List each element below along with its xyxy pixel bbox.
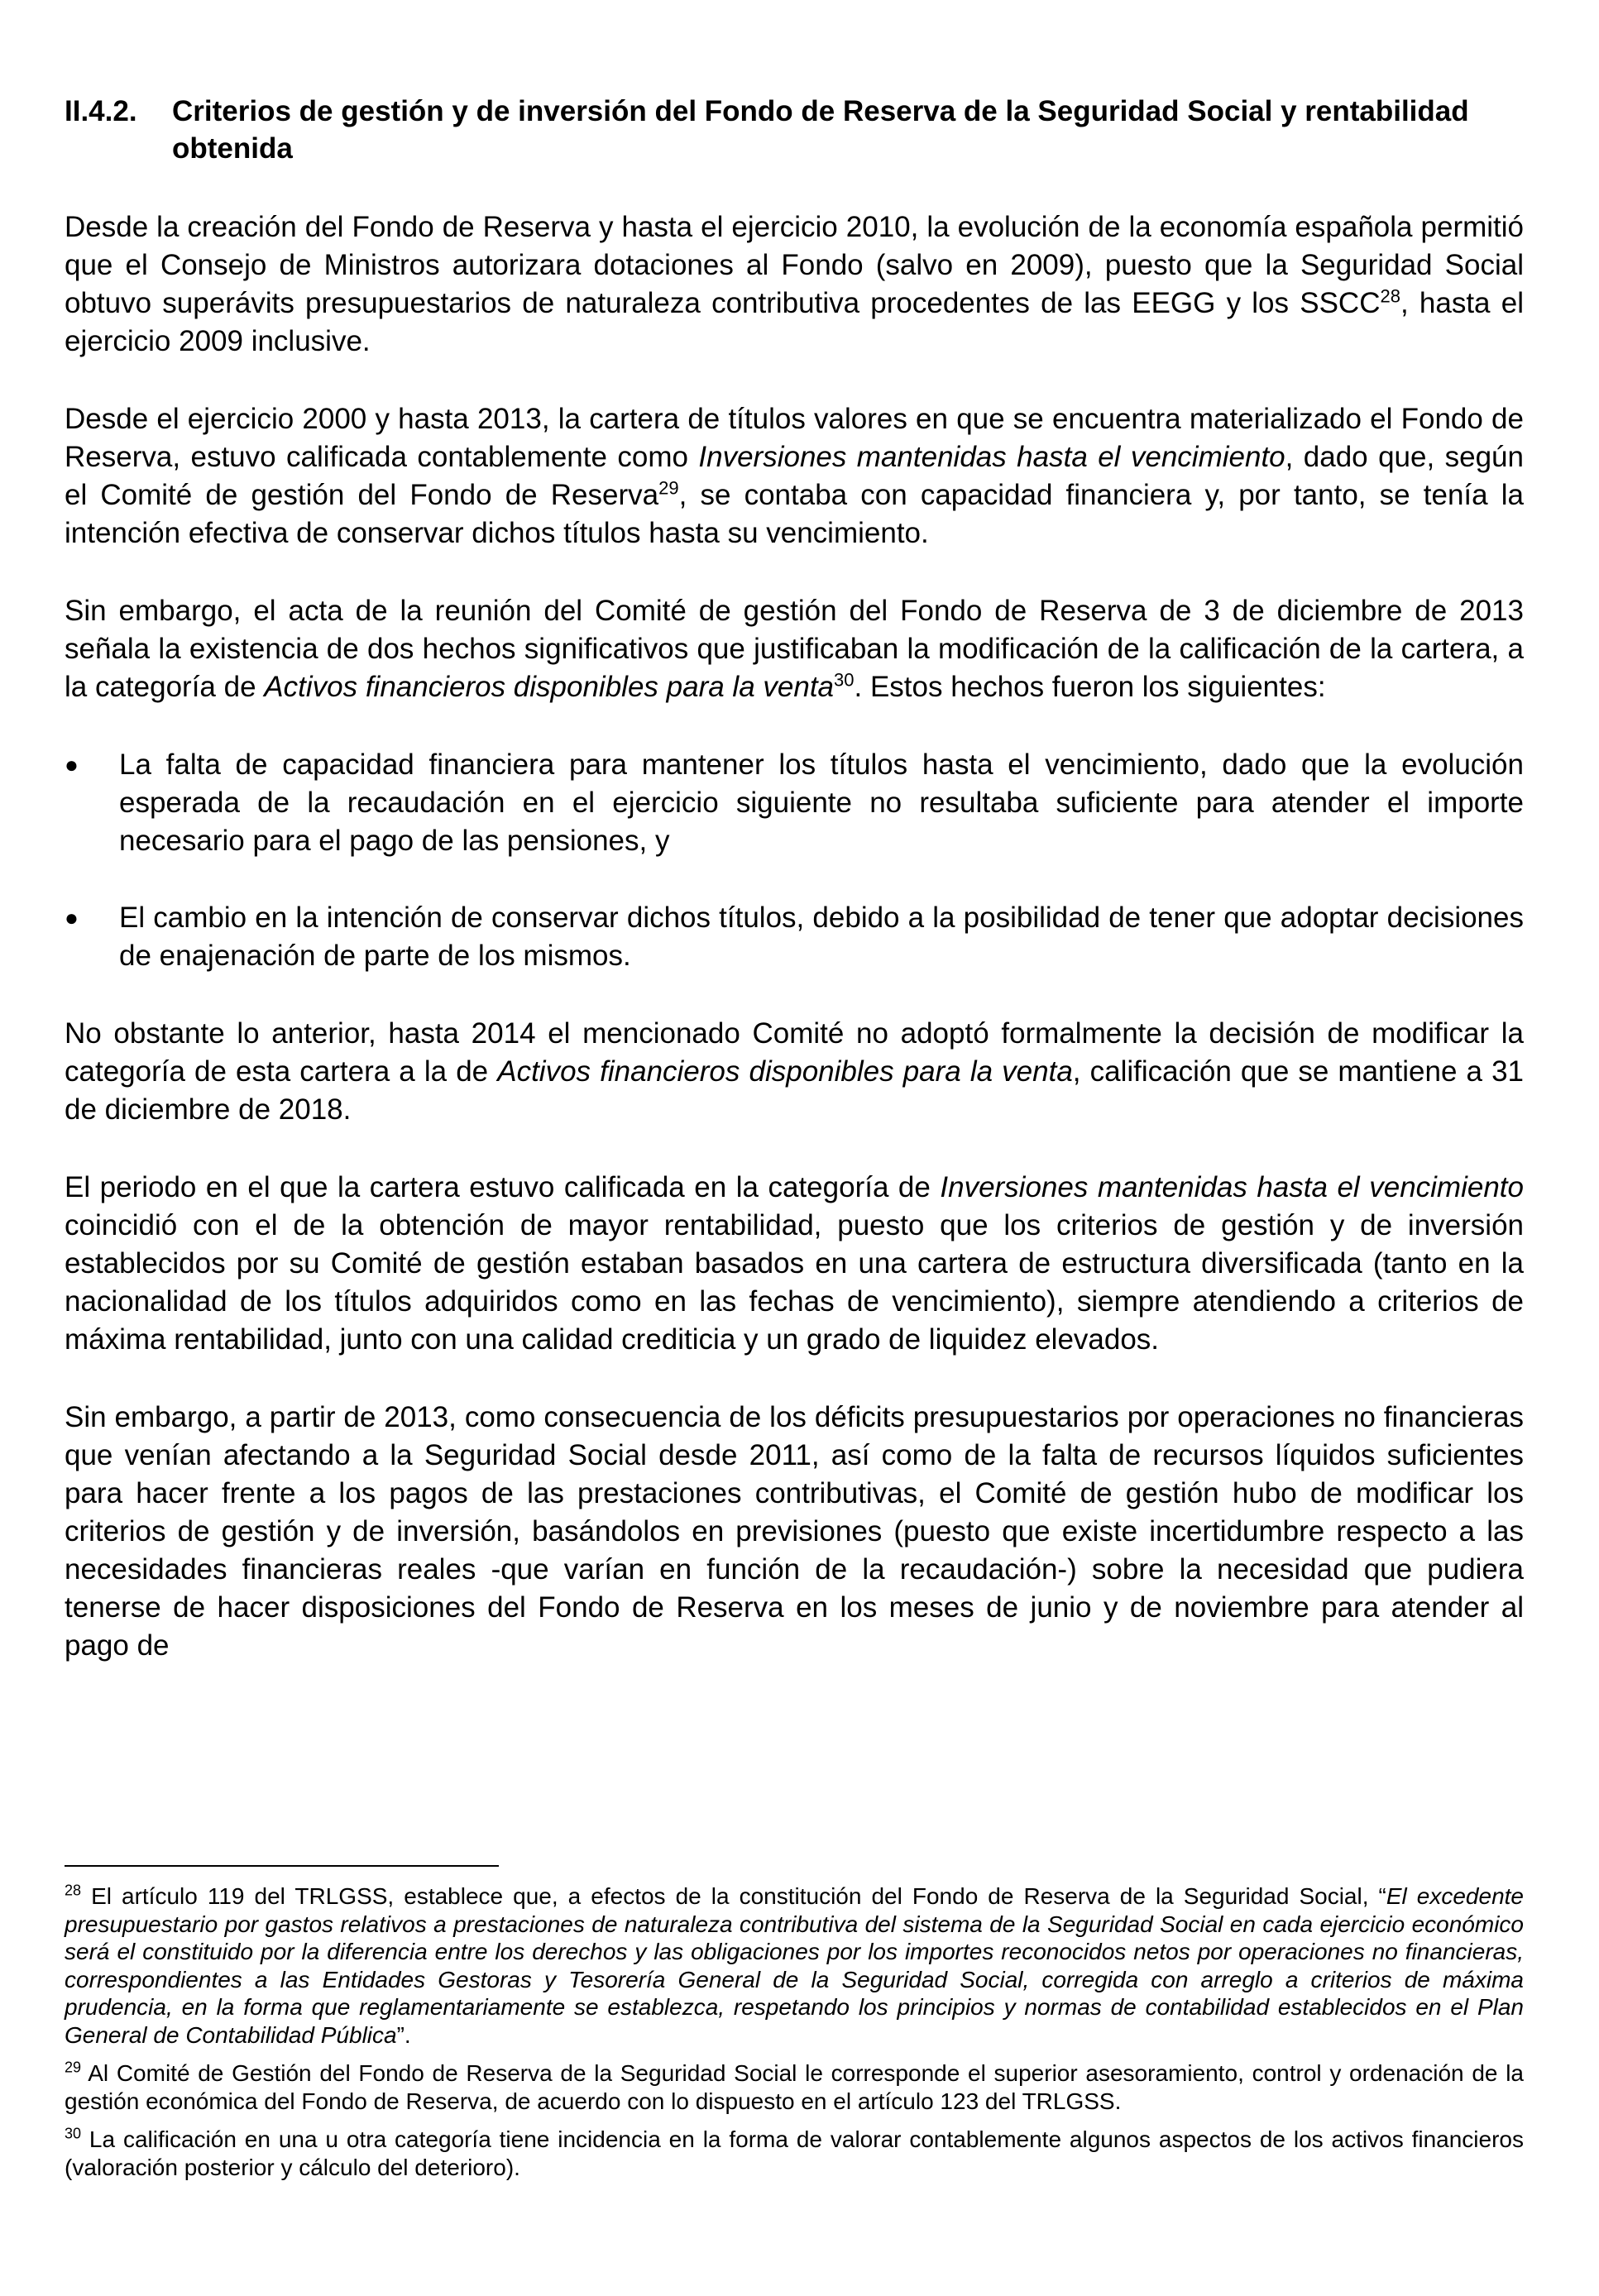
paragraph-5-italic: Inversiones mantenidas hasta el vencimiento bbox=[940, 1171, 1524, 1203]
paragraph-3-text-end: . Estos hechos fueron los siguientes: bbox=[854, 671, 1326, 703]
section-heading bbox=[65, 93, 1524, 167]
footnote-ref-30: 30 bbox=[834, 669, 855, 691]
bullet-dot-icon: ● bbox=[65, 905, 79, 930]
paragraph-2-text-end: , se contaba con capacidad financiera y, por tanto, se tenía la intención efectiva de conservar dichos títulos hasta su vencimiento. bbox=[65, 479, 1524, 549]
list-item bbox=[65, 899, 1524, 975]
footnote-number: 30 bbox=[65, 2125, 82, 2142]
paragraph-1-text-end: , hasta el ejercicio 2009 inclusive. bbox=[65, 287, 1524, 357]
paragraph-2 bbox=[65, 400, 1524, 552]
list-item-text: El cambio en la intención de conservar dichos títulos, debido a la posibilidad de tener que adoptar decisiones de enajenación de parte de los mismos. bbox=[119, 902, 1524, 972]
paragraph-5 bbox=[65, 1169, 1524, 1359]
section-title: Criterios de gestión y de inversión del Fondo de Reserva de la Seguridad Social y rentabilidad obtenida bbox=[172, 95, 1469, 165]
footnote-28-quote: El excedente presupuestario por gastos relativos a prestaciones de naturaleza contributiva del sistema de la Seguridad Social en cada ejercicio económico será el constituido por la diferencia entre los derechos y las obligaciones por los importes reconocidos netos por operaciones no financieras, correspondientes a las Entidades Gestoras y Tesorería General de la Seguridad Social, corregida con arreglo a criterios de máxima prudencia, en la forma que reglamentariamente se establezca, respetando los principios y normas de contabilidad establecidos en el Plan General de Contabilidad Pública bbox=[65, 1883, 1525, 2048]
paragraph-6 bbox=[65, 1399, 1524, 1665]
paragraph-4-italic: Activos financieros disponibles para la venta bbox=[497, 1055, 1073, 1088]
footnote-number: 29 bbox=[65, 2059, 82, 2076]
bullet-dot-icon: ● bbox=[65, 752, 79, 777]
paragraph-1 bbox=[65, 208, 1524, 361]
paragraph-3-italic: Activos financieros disponibles para la venta bbox=[264, 671, 835, 703]
footnote-ref-28: 28 bbox=[1380, 285, 1400, 307]
list-item-text: La falta de capacidad financiera para mantener los títulos hasta el vencimiento, dado que la evolución esperada de la recaudación en el ejercicio siguiente no resultaba suficiente para atender el importe necesario para el pago de las pensiones, y bbox=[119, 749, 1524, 857]
footnote-ref-29: 29 bbox=[658, 477, 679, 499]
paragraph-4 bbox=[65, 1015, 1524, 1129]
paragraph-5-text-end: coincidió con el de la obtención de mayor rentabilidad, puesto que los criterios de gestión y de inversión establecidos por su Comité de gestión estaban basados en una cartera de estructura diversificada (tanto en la nacionalidad de los títulos adquiridos como en las fechas de vencimiento), siempre atendiendo a criterios de máxima rentabilidad, junto con una calidad crediticia y un grado de liquidez elevados. bbox=[65, 1209, 1524, 1356]
section-number: II.4.2. bbox=[65, 95, 137, 127]
footnote-divider bbox=[65, 1865, 499, 1867]
paragraph-2-italic: Inversiones mantenidas hasta el vencimiento bbox=[698, 441, 1285, 473]
paragraph-2-text-mid: , dado que, según el Comité de gestión del Fondo de Reserva bbox=[65, 441, 1524, 511]
list-item bbox=[65, 746, 1524, 860]
footnote-28-text-end: ”. bbox=[396, 2021, 411, 2048]
footnote-number: 28 bbox=[65, 1882, 82, 1899]
bullet-list bbox=[65, 746, 1524, 975]
paragraph-6-text: Sin embargo, a partir de 2013, como consecuencia de los déficits presupuestarios por operaciones no financieras que venían afectando a la Seguridad Social desde 2011, así como de la falta de recursos líquidos suficientes para hacer frente a los pagos de las prestaciones contributivas, el Comité de gestión hubo de modificar los criterios de gestión y de inversión, basándolos en previsiones (puesto que existe incertidumbre respecto a las necesidades financieras reales -que varían en función de la recaudación-) sobre la necesidad que pudiera tenerse de hacer disposiciones del Fondo de Reserva en los meses de junio y de noviembre para atender al pago de bbox=[65, 1401, 1524, 1662]
footnote-28 bbox=[65, 1882, 1524, 2049]
document-page bbox=[65, 93, 1524, 1705]
footnote-30-text: La calificación en una u otra categoría tiene incidencia en la forma de valorar contablemente algunos aspectos de los activos financieros (valoración posterior y cálculo del deterioro). bbox=[65, 2126, 1524, 2180]
paragraph-5-text: El periodo en el que la cartera estuvo calificada en la categoría de bbox=[65, 1171, 941, 1203]
paragraph-3 bbox=[65, 592, 1524, 706]
footnotes bbox=[65, 1882, 1524, 2192]
paragraph-4-text: No obstante lo anterior, hasta 2014 el mencionado Comité no adoptó formalmente la decisión de modificar la categoría de esta cartera a la de bbox=[65, 1017, 1524, 1088]
paragraph-4-text-end: , calificación que se mantiene a 31 de diciembre de 2018. bbox=[65, 1055, 1524, 1126]
footnote-28-text: El artículo 119 del TRLGSS, establece que, a efectos de la constitución del Fondo de Reserva de la Seguridad Social, “ bbox=[81, 1883, 1386, 1909]
paragraph-3-text: Sin embargo, el acta de la reunión del Comité de gestión del Fondo de Reserva de 3 de diciembre de 2013 señala la existencia de dos hechos significativos que justificaban la modificación de la calificación de la cartera, a la categoría de bbox=[65, 595, 1524, 703]
paragraph-2-text: Desde el ejercicio 2000 y hasta 2013, la cartera de títulos valores en que se encuentra materializado el Fondo de Reserva, estuvo calificada contablemente como bbox=[65, 403, 1524, 473]
footnote-29 bbox=[65, 2059, 1524, 2115]
footnote-29-text: Al Comité de Gestión del Fondo de Reserva de la Seguridad Social le corresponde el superior asesoramiento, control y ordenación de la gestión económica del Fondo de Reserva, de acuerdo con lo dispuesto en el artículo 123 del TRLGSS. bbox=[65, 2060, 1524, 2114]
footnote-30 bbox=[65, 2126, 1524, 2181]
paragraph-1-text: Desde la creación del Fondo de Reserva y hasta el ejercicio 2010, la evolución de la economía española permitió que el Consejo de Ministros autorizara dotaciones al Fondo (salvo en 2009), puesto que la Seguridad Social obtuvo superávits presupuestarios de naturaleza contributiva procedentes de las EEGG y los SSCC bbox=[65, 211, 1524, 319]
